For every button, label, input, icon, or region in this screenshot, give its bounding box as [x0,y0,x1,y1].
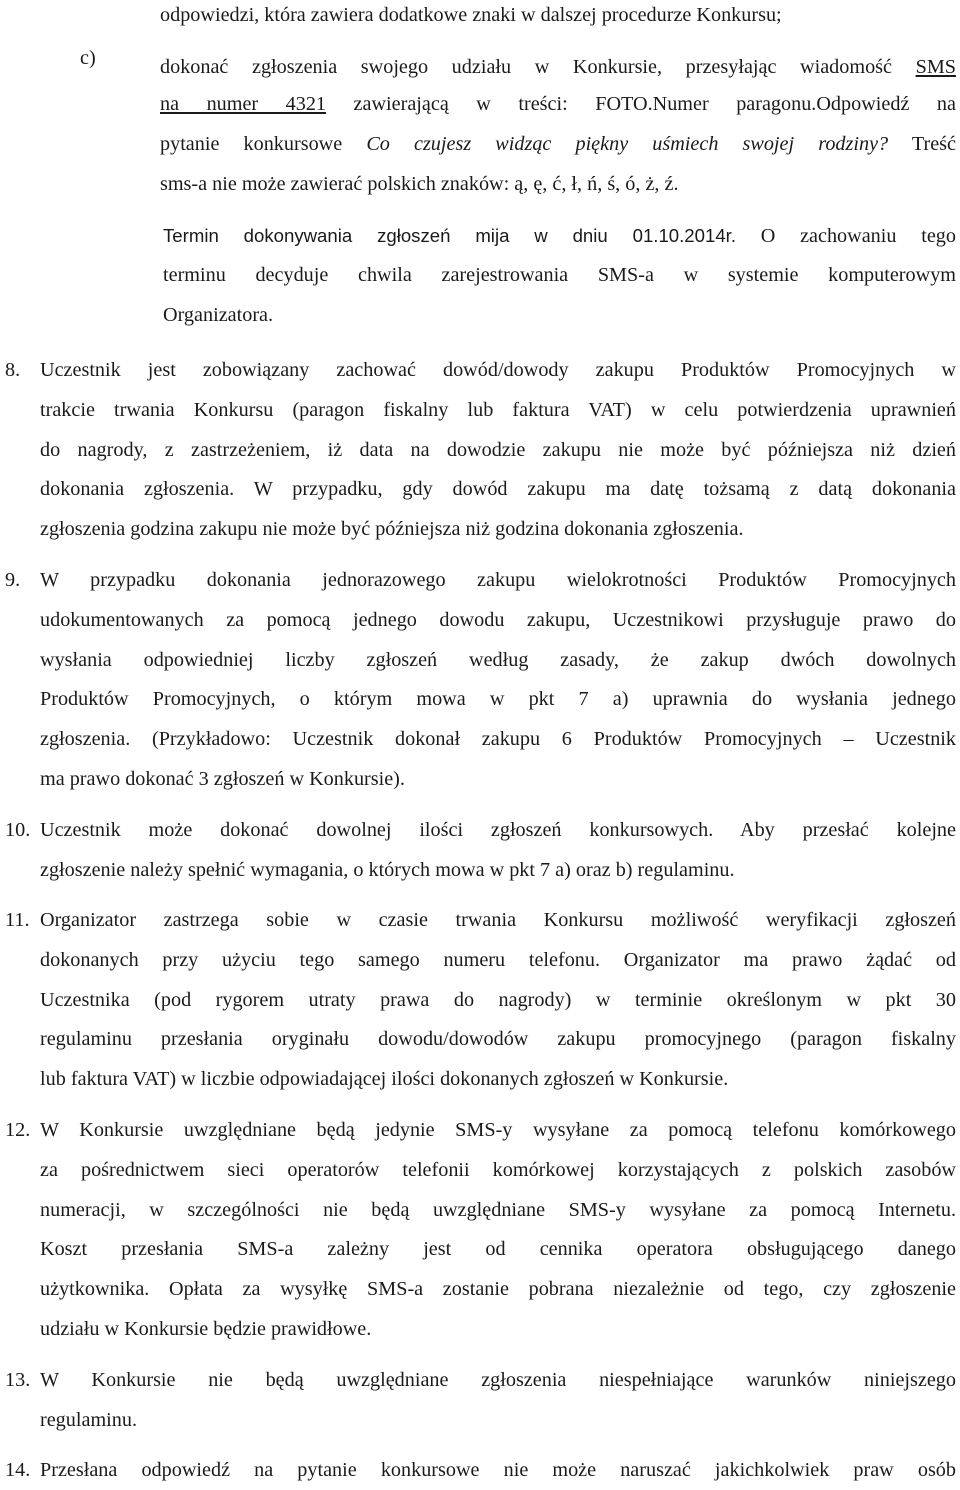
item-text: lub faktura VAT) w liczbie odpowiadającej ilości dokonanych zgłoszeń w Konkursie. [40,1068,729,1091]
item-text: dokonanych przy użyciu tego samego numeru telefonu. Organizator ma prawo żądać od [40,948,956,971]
item-text: zgłoszenie należy spełnić wymagania, o których mowa w pkt 7 a) oraz b) regulaminu. [40,858,735,881]
item-text: Uczestnik może dokonać dowolnej ilości zgłoszeń konkursowych. Aby przesłać kolejne [40,819,956,841]
item-c-line [0,84,960,124]
item-c-line [0,295,960,335]
item-text: użytkownika. Opłata za wysyłkę SMS-a zostanie pobrana niezależnie od tego, czy zgłoszenie [40,1278,956,1301]
item-text: W Konkursie uwzględniane będą jedynie SMS-y wysyłane za pomocą telefonu komórkowego [40,1119,956,1141]
item-c-text: terminu decyduje chwila zarejestrowania SMS-a w systemie komputerowym [163,264,956,286]
item-line [0,850,960,890]
item-text: udziału w Konkursie będzie prawidłowe. [40,1318,372,1340]
item-line [0,390,960,430]
item-text: regulaminu. [40,1408,137,1431]
item-marker: 8. [5,359,21,381]
item-line [0,350,960,390]
item-line [0,1309,960,1349]
item-line [0,980,960,1020]
item-text: regulaminu przesłania oryginału dowodu/dowodów zakupu promocyjnego (paragon fiskalny [40,1028,956,1051]
item-line [0,430,960,470]
item-text: do nagrody, z zastrzeżeniem, iż data na dowodzie zakupu nie może być późniejsza niż dzień [40,438,956,461]
item-text: W Konkursie nie będą uwzględniane zgłoszenia niespełniające warunków niniejszego [40,1369,956,1391]
item-text: Produktów Promocyjnych, o którym mowa w pkt 7 a) uprawnia do wysłania jednego [40,688,956,711]
item-text: numeracji, w szczególności nie będą uwzględniane SMS-y wysyłane za pomocą Internetu. [40,1198,956,1221]
item-line [0,1269,960,1309]
item-line [0,1150,960,1190]
item-text: zgłoszenia. (Przykładowo: Uczestnik dokonał zakupu 6 Produktów Promocyjnych – Uczestnik [40,728,956,751]
item-c-text: sms-a nie może zawierać polskich znaków: ą, ę, ć, ł, ń, ś, ó, ż, ź. [160,173,679,195]
item-line [0,1360,960,1400]
item-text: W przypadku dokonania jednorazowego zakupu wielokrotności Produktów Promocyjnych [40,569,956,591]
item-text: ma prawo dokonać 3 zgłoszeń w Konkursie). [40,768,405,790]
item-text: wysłania odpowiedniej liczby zgłoszeń według zasady, że zakup dwóch dowolnych [40,648,956,671]
item-line [0,900,960,940]
deadline-text: Termin dokonywania zgłoszeń mija w dniu 01.10.2014r. [163,225,736,246]
item-c-line [0,47,960,87]
item-line [0,1400,960,1440]
item-text: za pośrednictwem sieci operatorów telefonii komórkowej korzystających z polskich zasobów [40,1158,956,1181]
item-line [0,600,960,640]
item-text: Organizator zastrzega sobie w czasie trwania Konkursu możliwość weryfikacji zgłoszeń [40,909,956,931]
item-c-line [0,255,960,295]
item-marker: c) [80,47,96,69]
intro-line [0,0,960,35]
item-text: trakcie trwania Konkursu (paragon fiskalny lub faktura VAT) w celu potwierdzenia uprawnień [40,398,956,421]
item-c-text: O zachowaniu tego [736,225,956,247]
item-line [0,1110,960,1150]
item-marker: 13. [5,1369,31,1391]
item-line [0,940,960,980]
item-line [0,560,960,600]
item-line [0,640,960,680]
item-text: Uczestnika (pod rygorem utraty prawa do nagrody) w terminie określonym w pkt 30 [40,988,956,1011]
item-text: Koszt przesłania SMS-a zależny jest od cennika operatora obsługującego danego [40,1238,956,1261]
item-text: Uczestnik jest zobowiązany zachować dowód/dowody zakupu Produktów Promocyjnych w [40,359,956,381]
intro-text: odpowiedzi, która zawiera dodatkowe znaki w dalszej procedurze Konkursu; [160,4,782,26]
item-marker: 11. [5,909,30,931]
item-c-text: pytanie konkursowe [160,133,367,155]
item-line [0,719,960,759]
item-c-line [0,164,960,204]
item-marker: 9. [5,569,21,591]
item-c-line [0,124,960,164]
sms-underlined: SMS [915,56,956,78]
item-text: udokumentowanych za pomocą jednego dowodu zakupu, Uczestnikowi przysługuje prawo do [40,608,956,631]
item-text: zgłoszenia godzina zakupu nie może być późniejsza niż godzina dokonania zgłoszenia. [40,518,744,541]
item-marker: 14. [5,1459,31,1481]
item-c-text: zawierającą w treści: FOTO.Numer paragonu.Odpowiedź na [326,93,956,115]
item-line [0,810,960,850]
item-text: dokonania zgłoszenia. W przypadku, gdy dowód zakupu ma datę tożsamą z datą dokonania [40,478,956,501]
item-c-text: dokonać zgłoszenia swojego udziału w Konkursie, przesyłając wiadomość [160,56,916,78]
item-line [0,509,960,549]
item-line [0,759,960,799]
item-c-line [0,216,960,256]
item-c-text: Treść [888,133,957,155]
item-marker: 12. [5,1119,31,1141]
item-line [0,469,960,509]
contest-question: Co czujesz widząc piękny uśmiech swojej rodziny? [366,133,889,155]
item-text: Przesłana odpowiedź na pytanie konkursowe nie może naruszać jakichkolwiek praw osób [40,1459,956,1481]
item-line [0,1019,960,1059]
item-line [0,1059,960,1099]
item-marker: 10. [5,819,31,841]
item-line [0,679,960,719]
item-line [0,1190,960,1230]
item-c-text: Organizatora. [163,304,274,326]
item-line [0,1229,960,1269]
number-underlined: na numer 4321 [160,93,327,115]
item-line [0,1450,960,1490]
